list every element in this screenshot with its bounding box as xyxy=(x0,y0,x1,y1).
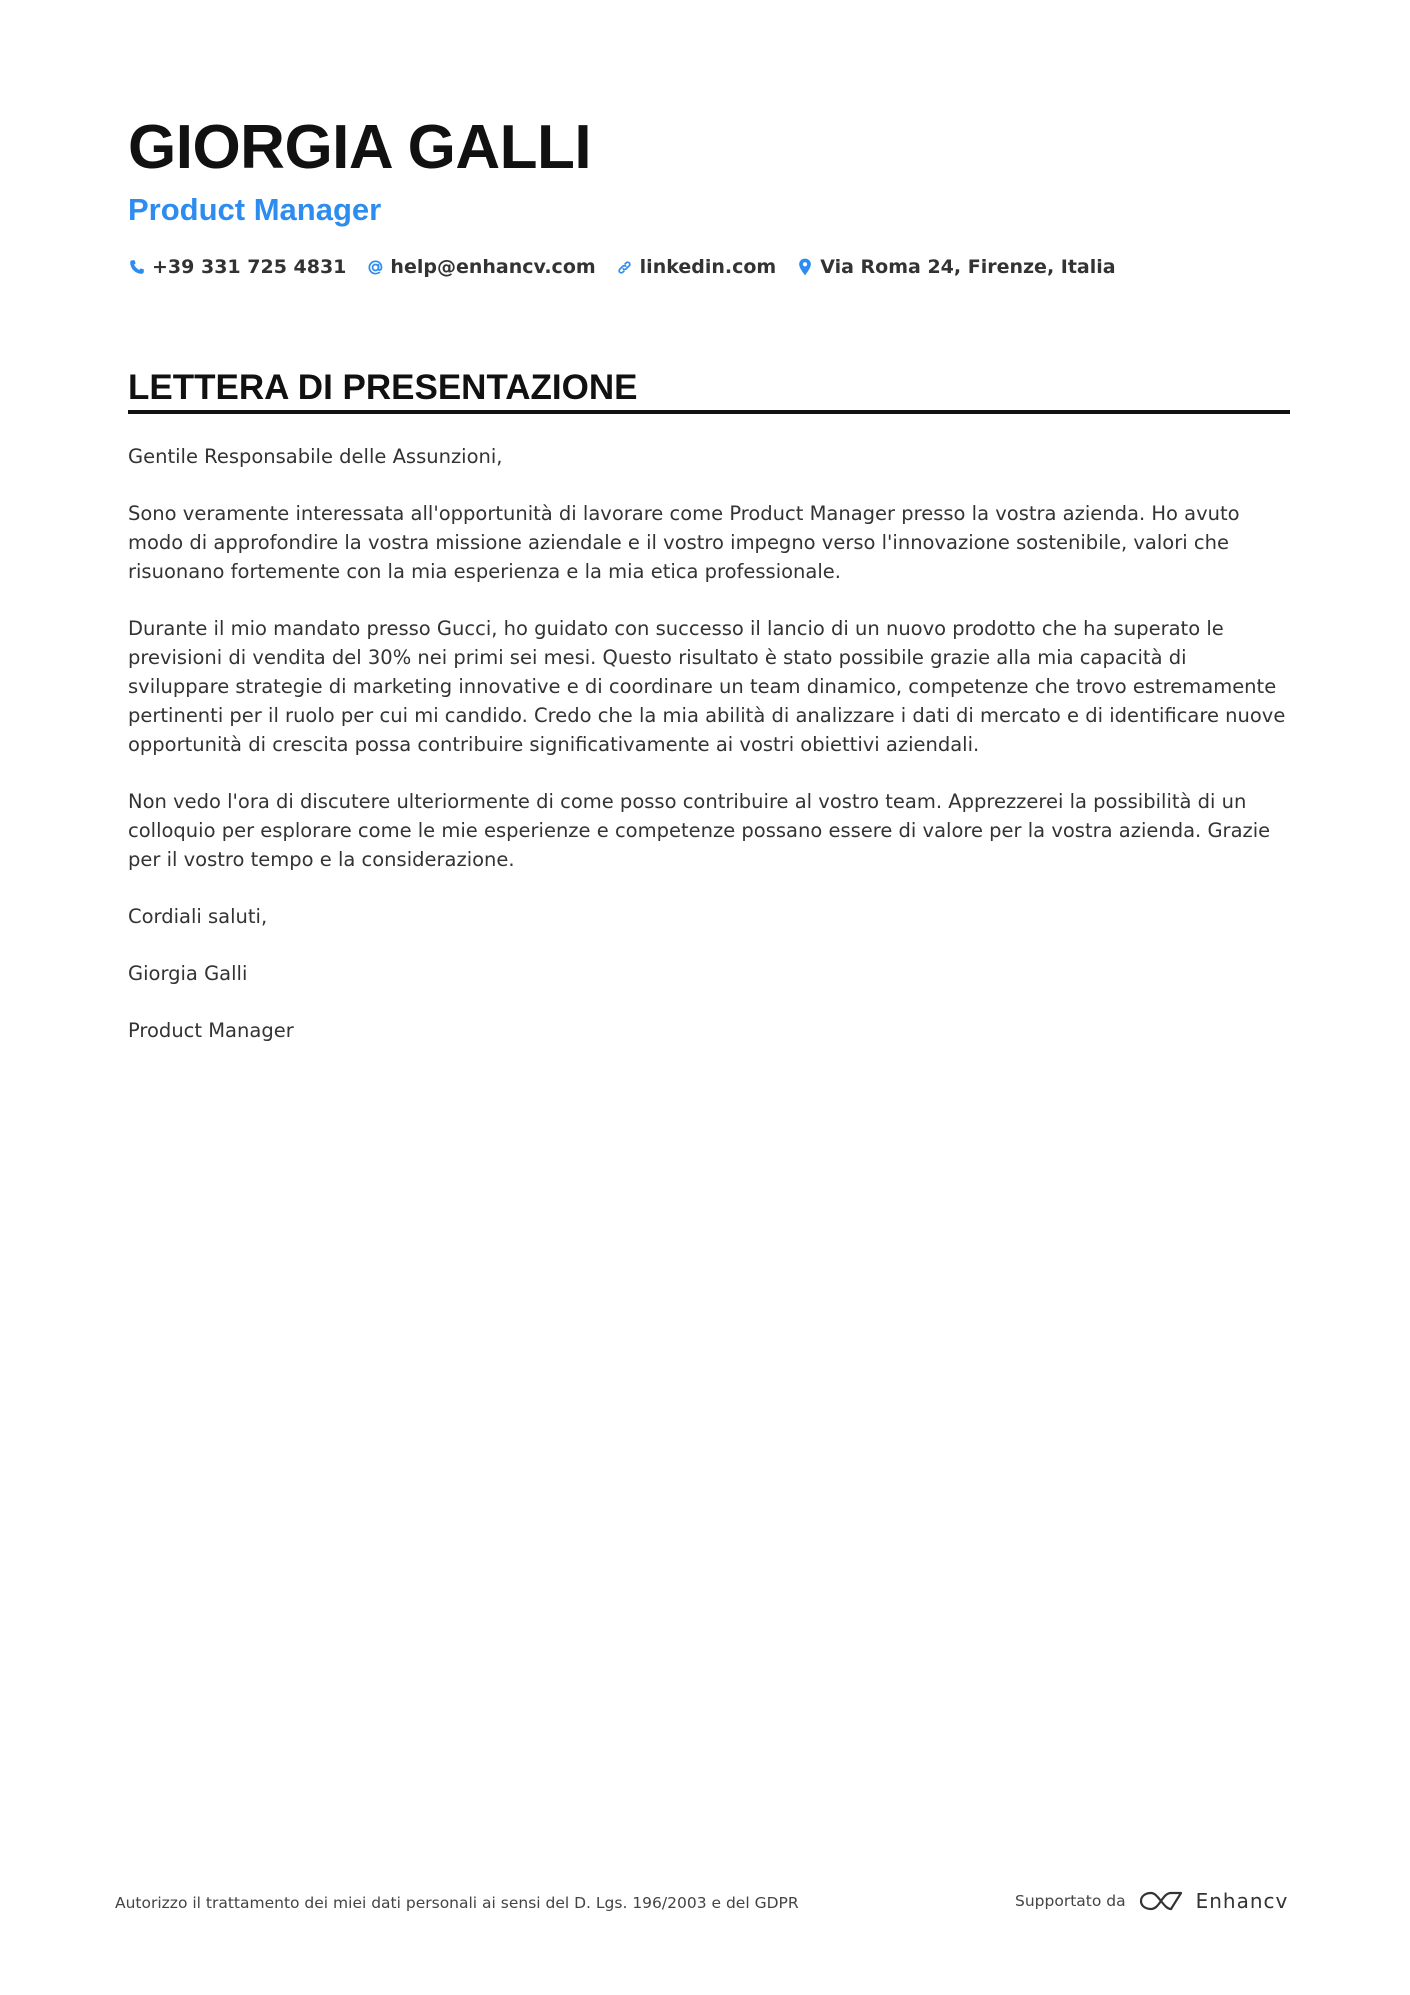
at-icon xyxy=(366,257,384,277)
contact-bar xyxy=(128,252,1136,282)
privacy-consent-note: Autorizzo il trattamento dei miei dati personali ai sensi del D. Lgs. 196/2003 e del GDPR xyxy=(115,1894,799,1912)
powered-by[interactable] xyxy=(1015,1889,1288,1913)
contact-linkedin[interactable] xyxy=(616,252,777,282)
letter-paragraph: Sono veramente interessata all'opportunità di lavorare come Product Manager presso la vostra azienda. Ho avuto modo di approfondire la vostra missione aziendale e il vostro impegno verso l'innovazione sostenibile, valori che risuonano fortemente con la mia esperienza e la mia etica professionale. xyxy=(128,502,1240,583)
phone-icon xyxy=(128,257,146,277)
contact-address-text: Via Roma 24, Firenze, Italia xyxy=(820,256,1116,278)
candidate-role: Product Manager xyxy=(128,192,382,227)
location-pin-icon xyxy=(796,257,814,277)
letter-body xyxy=(128,442,1290,1073)
letter-signature-name: Giorgia Galli xyxy=(128,962,248,985)
enhancv-logo-icon xyxy=(1138,1889,1184,1913)
contact-address xyxy=(796,252,1115,282)
powered-by-label: Supportato da xyxy=(1015,1892,1126,1910)
section-title: LETTERA DI PRESENTAZIONE xyxy=(128,368,638,407)
letter-closing: Cordiali saluti, xyxy=(128,905,268,928)
candidate-name: GIORGIA GALLI xyxy=(128,113,592,182)
contact-phone-text: +39 331 725 4831 xyxy=(152,256,347,278)
letter-signature-role: Product Manager xyxy=(128,1019,294,1042)
enhancv-logo-text: Enhancv xyxy=(1195,1889,1289,1913)
contact-email-text: help@enhancv.com xyxy=(390,256,596,278)
contact-phone xyxy=(128,252,346,282)
contact-email[interactable] xyxy=(366,252,595,282)
link-icon xyxy=(616,257,634,277)
section-divider xyxy=(128,410,1290,414)
contact-linkedin-text: linkedin.com xyxy=(639,256,777,278)
letter-salutation: Gentile Responsabile delle Assunzioni, xyxy=(128,445,503,468)
letter-paragraph: Durante il mio mandato presso Gucci, ho guidato con successo il lancio di un nuovo prodotto che ha superato le previsioni di vendita del 30% nei primi sei mesi. Questo risultato è stato possibile grazie alla mia capacità di sviluppare strategie di marketing innovative e di coordinare un team dinamico, competenze che trovo estremamente pertinenti per il ruolo per cui mi candido. Credo che la mia abilità di analizzare i dati di mercato e di identificare nuove opportunità di crescita possa contribuire significativamente ai vostri obiettivi aziendali. xyxy=(128,617,1286,756)
letter-paragraph: Non vedo l'ora di discutere ulteriormente di come posso contribuire al vostro team. Apprezzerei la possibilità di un colloquio per esplorare come le mie esperienze e competenze possano essere di valore per la vostra azienda. Grazie per il vostro tempo e la considerazione. xyxy=(128,790,1271,871)
